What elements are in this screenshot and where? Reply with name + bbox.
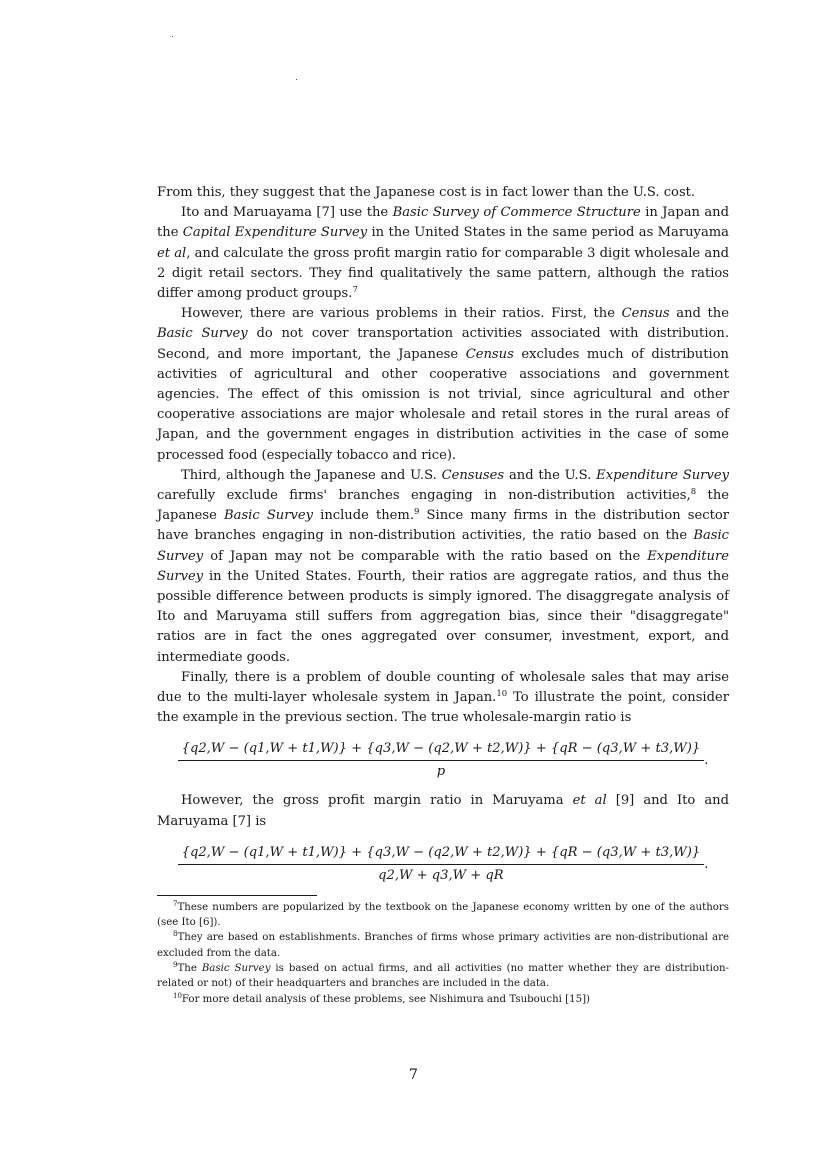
footnote-ref-8: 8 bbox=[690, 487, 697, 498]
scan-speck bbox=[172, 36, 173, 37]
equation-gross-profit-margin-ratio bbox=[157, 844, 729, 885]
equation-numerator: {q2,W − (q1,W + t1,W)} + {q3,W − (q2,W + t2,W)} + {qR − (q3,W + t3,W)} bbox=[178, 740, 705, 761]
equation-denominator: p bbox=[436, 764, 446, 780]
paragraph-5: Finally, there is a problem of double counting of wholesale sales that may arise due to the multi-layer wholesale system in Japan.$^{10}$ To illustrate the point, consider the example in the previous section. The true wholesale-margin ratio is bbox=[157, 669, 729, 726]
footnote-7: $^7$These numbers are popularized by the textbook on the Japanese economy written by one of the authors (see Ito [6]). bbox=[157, 899, 729, 929]
footnote-ref-7: 7 bbox=[352, 285, 358, 296]
page-number: 7 bbox=[409, 1067, 418, 1083]
italic-title: Capital Expenditure Survey bbox=[182, 225, 368, 241]
equation-trail: . bbox=[704, 753, 709, 769]
scan-speck bbox=[296, 79, 297, 80]
italic-title: Basic Survey of Commerce Structure bbox=[392, 205, 641, 221]
italic-title: Censuses bbox=[441, 467, 505, 483]
paragraph-3: However, there are various problems in their ratios. First, the Census and the Basic Survey do not cover transportation activities associated with distribution. Second, and more important, the Japanese Census excludes much of distribution activities of agricultural and other cooperative associations and government agencies. The effect of this omission is not trivial, since agricultural and other cooperative associations are major wholesale and retail stores in the rural areas of Japan, and the government engages in distribution activities in the case of some processed food (especially tobacco and rice). bbox=[157, 306, 729, 463]
paragraph-4: Third, although the Japanese and U.S. Censuses and the U.S. Expenditure Survey carefully exclude firms' branches engaging in non-distribution activities,$^8$ the Japanese Basic Survey include them.$^9$ Since many firms in the distribution sector have branches engaging in non-distribution activities, the ratio based on the Basic Survey of Japan may not be comparable with the ratio based on the Expenditure Survey in the United States. Fourth, their ratios are aggregate ratios, and thus the possible difference between products is simply ignored. The disaggregate analysis of Ito and Maruyama still suffers from aggregation bias, since their "disaggregate" ratios are in fact the ones aggregated over consumer, investment, export, and intermediate goods. bbox=[157, 467, 730, 665]
paragraph-2: Ito and Maruayama [7] use the Basic Survey of Commerce Structure in Japan and the Capital Expenditure Survey in the United States in the same period as Maruyama et al, and calculate the gross profit margin ratio for comparable 3 digit wholesale and 2 digit retail sectors. They find qualitatively the same pattern, although the ratios differ among product groups.$^7$ bbox=[157, 205, 730, 302]
footnote-9: $^9$The Basic Survey is based on actual firms, and all activities (no matter whether they are distribution-related or not) of their headquarters and branches are included in the data. bbox=[157, 961, 729, 990]
italic-term: et al bbox=[572, 793, 607, 809]
paragraph-6: However, the gross profit margin ratio in Maruyama et al [9] and Ito and Maruyama [7] is bbox=[157, 793, 729, 829]
equation-trail: . bbox=[704, 856, 709, 872]
page-body bbox=[157, 183, 729, 1007]
footnotes bbox=[157, 895, 729, 1007]
italic-title: Census bbox=[465, 346, 514, 362]
italic-term: et al bbox=[157, 245, 187, 261]
footnote-8: $^8$They are based on establishments. Branches of firms whose primary activities are non-distributional are excluded from the data. bbox=[157, 930, 729, 959]
italic-title: Expenditure Survey bbox=[596, 467, 729, 483]
equation-true-margin-ratio bbox=[157, 740, 729, 781]
fraction bbox=[178, 740, 705, 781]
footnote-ref-10: 10 bbox=[496, 689, 508, 700]
paragraph-1: From this, they suggest that the Japanese cost is in fact lower than the U.S. cost. bbox=[157, 185, 696, 200]
footnote-rule bbox=[157, 895, 317, 896]
italic-title: Expenditure Survey bbox=[157, 548, 729, 584]
italic-title: Basic Survey bbox=[157, 528, 729, 564]
footnote-ref-9: 9 bbox=[414, 507, 420, 518]
italic-title: Basic Survey bbox=[224, 508, 314, 524]
equation-numerator: {q2,W − (q1,W + t1,W)} + {q3,W − (q2,W + t2,W)} + {qR − (q3,W + t3,W)} bbox=[178, 844, 705, 865]
italic-title: Census bbox=[621, 306, 670, 322]
footnote-10: $^{10}$For more detail analysis of these problems, see Nishimura and Tsubouchi [15]) bbox=[173, 991, 591, 1005]
fraction bbox=[178, 844, 705, 885]
italic-title: Basic Survey bbox=[157, 326, 248, 342]
equation-denominator: q2,W + q3,W + qR bbox=[378, 867, 504, 883]
